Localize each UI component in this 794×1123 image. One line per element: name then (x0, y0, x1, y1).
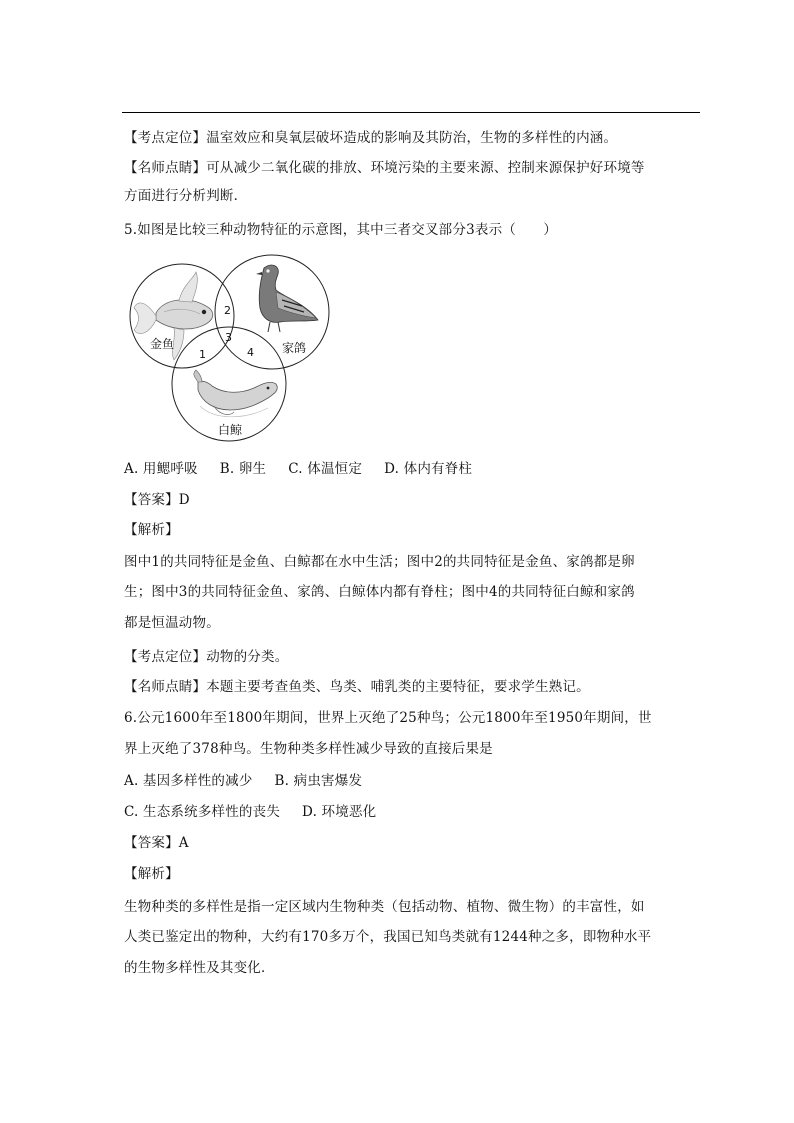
q6-option-b: B. 病虫害爆发 (274, 773, 363, 789)
pigeon-icon (256, 265, 318, 332)
label-pigeon: 家鸽 (282, 341, 307, 355)
q6-option-a: A. 基因多样性的减少 (124, 773, 253, 789)
answer-6: 【答案】A (124, 835, 189, 851)
q5-options (124, 459, 472, 479)
region-2: 2 (224, 304, 231, 317)
analysis-5-line-3: 都是恒温动物。 (124, 615, 220, 631)
question-6-line-1: 6.公元1600年至1800年期间，世界上灭绝了25种鸟；公元1800年至1950年期间，世 (124, 710, 652, 726)
answer-5: 【答案】D (124, 492, 190, 508)
exam-point-5: 【考点定位】动物的分类。 (124, 649, 289, 665)
teacher-note-1: 【名师点睛】可从减少二氧化碳的排放、环境污染的主要来源、控制来源保护好环境等 (124, 160, 645, 176)
q6-option-c: C. 生态系统多样性的丧失 (124, 804, 281, 820)
q6-options-row-2 (124, 802, 376, 822)
q6-option-d: D. 环境恶化 (302, 804, 377, 820)
analysis-6-heading: 【解析】 (124, 866, 179, 882)
venn-diagram (126, 248, 332, 444)
teacher-note-5: 【名师点睛】本题主要考查鱼类、鸟类、哺乳类的主要特征，要求学生熟记。 (124, 679, 590, 695)
region-1: 1 (199, 348, 206, 361)
q5-option-c: C. 体温恒定 (288, 461, 363, 477)
analysis-5-line-2: 生；图中3的共同特征金鱼、家鸽、白鲸体内都有脊柱；图中4的共同特征白鲸和家鸽 (124, 584, 635, 600)
q5-option-b: B. 卵生 (219, 461, 267, 477)
region-4: 4 (247, 346, 254, 359)
analysis-5-heading: 【解析】 (124, 522, 179, 538)
beluga-whale-icon (194, 370, 277, 417)
analysis-5-line-1: 图中1的共同特征是金鱼、白鲸都在水中生活；图中2的共同特征是金鱼、家鸽都是卵 (124, 554, 635, 570)
q6-options-row-1 (124, 771, 362, 791)
question-6-line-2: 界上灭绝了378种鸟。生物种类多样性减少导致的直接后果是 (124, 741, 493, 757)
q5-option-d: D. 体内有脊柱 (384, 461, 473, 477)
header-rule (122, 112, 700, 113)
q5-option-a: A. 用鳃呼吸 (124, 461, 198, 477)
teacher-note-1-cont: 方面进行分析判断． (124, 188, 248, 204)
analysis-6-line-2: 人类已鉴定出的物种，大约有170多万个，我国已知鸟类就有1244种之多，即物种水平 (124, 929, 652, 945)
region-3: 3 (225, 331, 232, 344)
question-5: 5.如图是比较三种动物特征的示意图，其中三者交叉部分3表示（ ） (124, 222, 558, 238)
exam-point-1: 【考点定位】温室效应和臭氧层破坏造成的影响及其防治，生物的多样性的内涵。 (124, 130, 618, 146)
label-whale: 白鲸 (218, 423, 243, 437)
analysis-6-line-3: 的生物多样性及其变化． (124, 960, 275, 976)
analysis-6-line-1: 生物种类的多样性是指一定区域内生物种类（包括动物、植物、微生物）的丰富性，如 (124, 899, 645, 915)
label-goldfish: 金鱼 (150, 337, 175, 351)
